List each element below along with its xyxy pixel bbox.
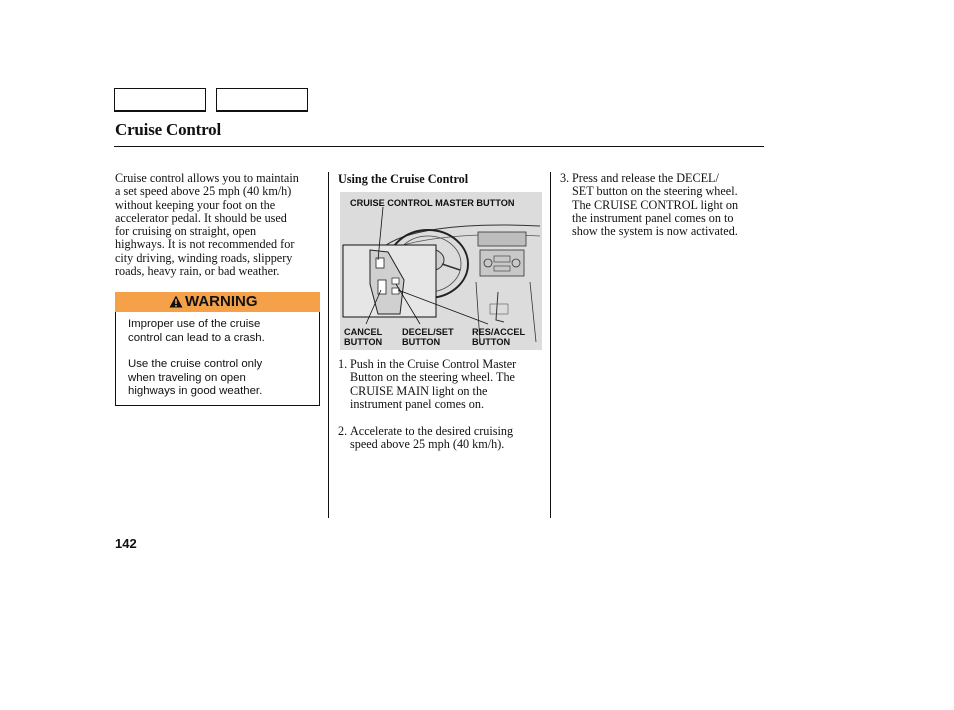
intro-line: roads, heavy rain, or bad weather.	[115, 264, 280, 279]
intro-line: city driving, winding roads, slippery	[115, 250, 293, 265]
intro-line: for cruising on straight, open	[115, 224, 257, 239]
warning-line: Improper use of the cruise	[128, 318, 261, 330]
warning-line: when traveling on open	[128, 371, 246, 384]
warning-line: Use the cruise control only	[128, 358, 263, 370]
warning-triangle-icon	[169, 295, 183, 312]
using-heading: Using the Cruise Control	[338, 172, 469, 186]
cruise-control-figure	[340, 192, 542, 350]
column-divider-1	[328, 172, 329, 518]
intro-line: highways. It is not recommended for	[115, 237, 295, 252]
step-text: Push in the Cruise Control Master Button on the steering wheel. The CRUISE MAIN light on the instrument panel comes on.	[350, 357, 517, 411]
warning-box	[115, 312, 320, 406]
step-number: 1.	[338, 357, 348, 371]
warning-header	[115, 292, 320, 312]
warning-line: highways in good weather.	[128, 385, 263, 397]
intro-line: without keeping your foot on the	[115, 197, 276, 212]
warning-paragraph-2	[128, 358, 262, 399]
decel-set-button-label: DECEL/SET BUTTON	[402, 327, 454, 347]
cancel-button-label: CANCEL BUTTON	[344, 327, 383, 347]
title-rule	[114, 146, 764, 147]
master-button-label: CRUISE CONTROL MASTER BUTTON	[350, 198, 515, 208]
intro-line: a set speed above 25 mph (40 km/h)	[115, 184, 292, 199]
intro-line: Cruise control allows you to maintain	[115, 171, 299, 185]
intro-paragraph	[115, 172, 299, 278]
intro-line: accelerator pedal. It should be used	[115, 210, 287, 225]
page-title: Cruise Control	[115, 120, 221, 139]
step-number: 3.	[560, 171, 570, 185]
step-text: Accelerate to the desired cruising speed above 25 mph (40 km/h).	[350, 424, 514, 452]
column-divider-2	[550, 172, 551, 518]
warning-line: control can lead to a crash.	[128, 331, 265, 344]
res-accel-button-label: RES/ACCEL BUTTON	[472, 327, 526, 347]
step-number: 2.	[338, 424, 348, 438]
nav-tab-2[interactable]	[216, 88, 308, 112]
warning-label: WARNING	[185, 293, 258, 310]
nav-tab-1[interactable]	[114, 88, 206, 112]
warning-paragraph-1	[128, 318, 265, 345]
step-text: Press and release the DECEL/ SET button on the steering wheel. The CRUISE CONTROL light on the instrument panel comes on to show the system is now activated.	[572, 171, 739, 239]
page-number: 142	[115, 536, 137, 551]
